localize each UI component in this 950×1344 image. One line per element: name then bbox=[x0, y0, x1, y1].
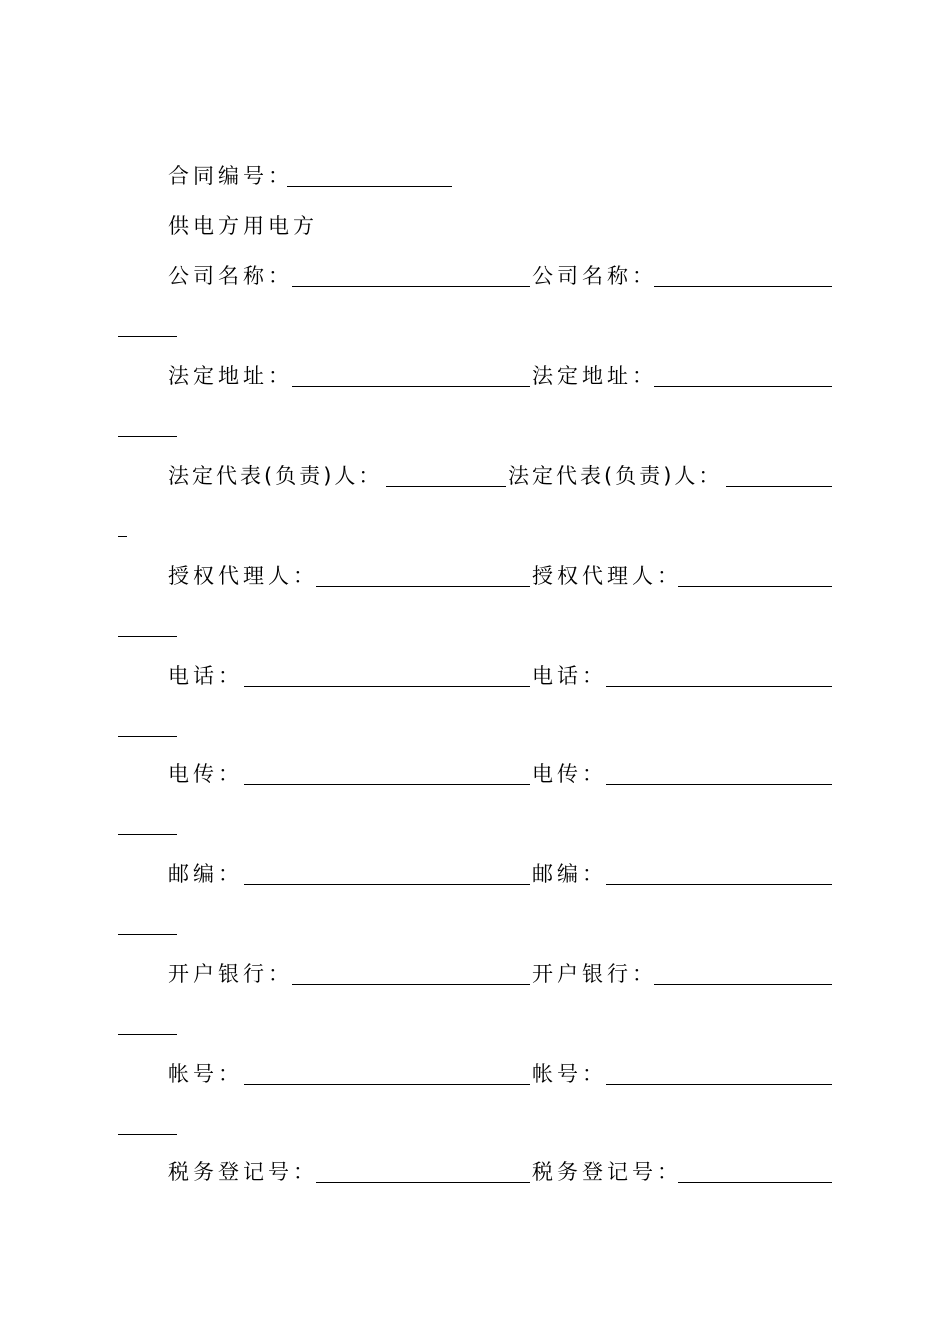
supplier-legal-address-blank[interactable] bbox=[292, 386, 530, 387]
consumer-legal-rep-label: 法定代表(负责)人： bbox=[508, 464, 723, 488]
consumer-phone-blank[interactable] bbox=[606, 686, 832, 687]
parties-heading: 供电方用电方 bbox=[168, 214, 318, 238]
consumer-legal-address-blank-cont[interactable] bbox=[118, 436, 177, 437]
consumer-account-blank[interactable] bbox=[606, 1084, 832, 1085]
consumer-phone-blank-cont[interactable] bbox=[118, 736, 177, 737]
consumer-telex-label: 电传： bbox=[532, 762, 607, 786]
consumer-postcode-label: 邮编： bbox=[532, 862, 607, 886]
consumer-agent-blank-cont[interactable] bbox=[118, 636, 177, 637]
supplier-postcode-blank[interactable] bbox=[244, 884, 530, 885]
contract-no-label: 合同编号： bbox=[168, 164, 293, 188]
supplier-account-label: 帐号： bbox=[168, 1062, 243, 1086]
supplier-bank-label: 开户银行： bbox=[168, 962, 293, 986]
consumer-legal-address-label: 法定地址： bbox=[532, 364, 657, 388]
supplier-company-name-label: 公司名称： bbox=[168, 264, 293, 288]
consumer-tax-id-blank[interactable] bbox=[678, 1182, 832, 1183]
consumer-company-name-blank[interactable] bbox=[654, 286, 832, 287]
supplier-legal-rep-blank[interactable] bbox=[386, 486, 506, 487]
supplier-legal-address-label: 法定地址： bbox=[168, 364, 293, 388]
consumer-legal-rep-blank-cont[interactable] bbox=[118, 536, 127, 537]
consumer-tax-id-label: 税务登记号： bbox=[532, 1160, 682, 1184]
consumer-bank-blank[interactable] bbox=[654, 984, 832, 985]
supplier-tax-id-label: 税务登记号： bbox=[168, 1160, 318, 1184]
consumer-postcode-blank-cont[interactable] bbox=[118, 934, 177, 935]
supplier-company-name-blank[interactable] bbox=[292, 286, 530, 287]
supplier-legal-rep-label: 法定代表(负责)人： bbox=[168, 464, 383, 488]
supplier-postcode-label: 邮编： bbox=[168, 862, 243, 886]
consumer-legal-address-blank[interactable] bbox=[654, 386, 832, 387]
supplier-agent-blank[interactable] bbox=[316, 586, 530, 587]
consumer-postcode-blank[interactable] bbox=[606, 884, 832, 885]
supplier-phone-label: 电话： bbox=[168, 664, 243, 688]
supplier-account-blank[interactable] bbox=[244, 1084, 530, 1085]
consumer-account-label: 帐号： bbox=[532, 1062, 607, 1086]
consumer-company-name-blank-cont[interactable] bbox=[118, 336, 177, 337]
consumer-telex-blank[interactable] bbox=[606, 784, 832, 785]
supplier-telex-label: 电传： bbox=[168, 762, 243, 786]
consumer-company-name-label: 公司名称： bbox=[532, 264, 657, 288]
consumer-agent-label: 授权代理人： bbox=[532, 564, 682, 588]
contract-no-blank[interactable] bbox=[287, 186, 452, 187]
consumer-telex-blank-cont[interactable] bbox=[118, 834, 177, 835]
consumer-agent-blank[interactable] bbox=[678, 586, 832, 587]
consumer-account-blank-cont[interactable] bbox=[118, 1134, 177, 1135]
supplier-agent-label: 授权代理人： bbox=[168, 564, 318, 588]
supplier-tax-id-blank[interactable] bbox=[316, 1182, 530, 1183]
consumer-legal-rep-blank[interactable] bbox=[726, 486, 832, 487]
supplier-bank-blank[interactable] bbox=[292, 984, 530, 985]
consumer-bank-blank-cont[interactable] bbox=[118, 1034, 177, 1035]
consumer-bank-label: 开户银行： bbox=[532, 962, 657, 986]
consumer-phone-label: 电话： bbox=[532, 664, 607, 688]
supplier-telex-blank[interactable] bbox=[244, 784, 530, 785]
supplier-phone-blank[interactable] bbox=[244, 686, 530, 687]
